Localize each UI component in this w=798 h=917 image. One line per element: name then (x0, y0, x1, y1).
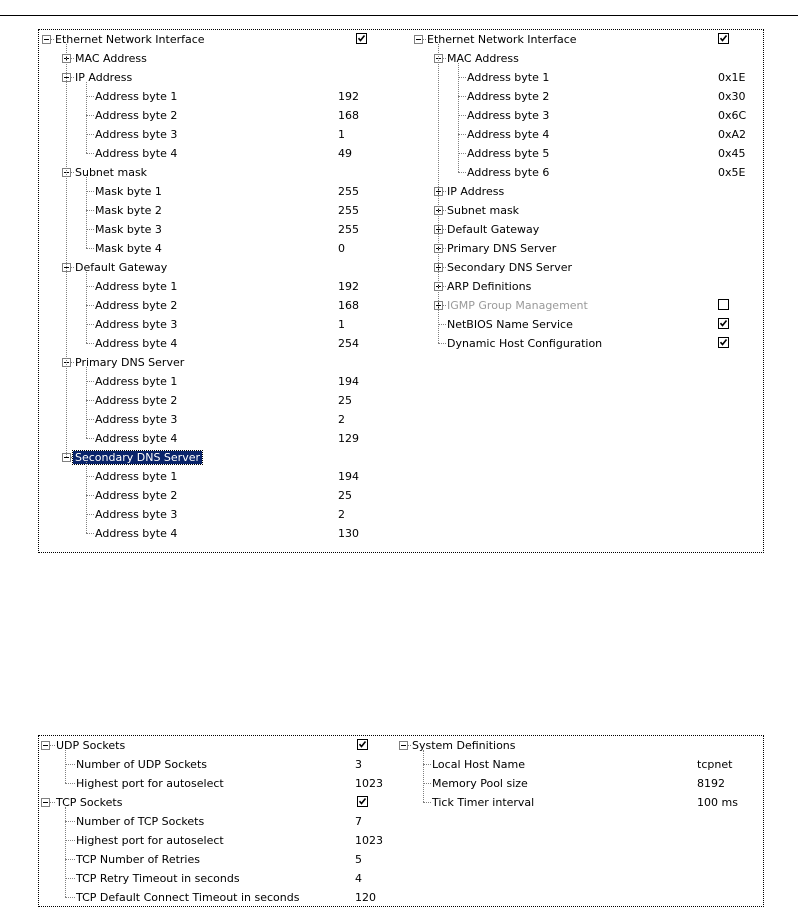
tree-row-igmp-group-management[interactable] (412, 296, 762, 315)
enable-checkbox[interactable] (718, 318, 729, 329)
tree-item-value[interactable]: 2 (338, 508, 345, 521)
tree-row-address-byte-1[interactable] (40, 87, 410, 106)
tree-item-value[interactable]: 254 (338, 337, 359, 350)
tree-row-address-byte-4[interactable] (40, 144, 410, 163)
tree-item-label: UDP Sockets (56, 739, 126, 752)
tree-connector (86, 115, 94, 116)
tree-item-label: Ethernet Network Interface (427, 33, 577, 46)
tree-item-label: Address byte 3 (95, 508, 178, 521)
tree-connector (443, 229, 446, 230)
tree-item-label: Number of UDP Sockets (76, 758, 207, 771)
ethernet-tree-left (40, 30, 410, 543)
tree-vertical-connector (65, 807, 66, 897)
tree-item-label: MAC Address (447, 52, 519, 65)
tree-item-value[interactable]: 168 (338, 109, 359, 122)
tree-item-label: Address byte 5 (467, 147, 550, 160)
tree-connector (443, 305, 446, 306)
tree-row-udp-sockets[interactable] (39, 736, 399, 755)
tree-connector (443, 286, 446, 287)
tree-item-label: IGMP Group Management (447, 299, 588, 312)
tree-row-address-byte-2[interactable] (412, 87, 762, 106)
tree-row-address-byte-2[interactable] (40, 296, 410, 315)
tree-item-label: Secondary DNS Server (447, 261, 573, 274)
tree-connector (86, 343, 94, 344)
tree-item-value[interactable]: 4 (355, 872, 362, 885)
tree-item-label: Address byte 4 (95, 432, 178, 445)
collapse-minus-icon[interactable] (41, 798, 50, 807)
tree-connector (443, 210, 446, 211)
tree-connector (86, 419, 94, 420)
tree-connector (86, 153, 94, 154)
enable-checkbox[interactable] (718, 337, 729, 348)
tree-item-label: Address byte 3 (467, 109, 550, 122)
tree-row-address-byte-3[interactable] (412, 106, 762, 125)
collapse-minus-icon[interactable] (41, 741, 50, 750)
tree-row-number-of-tcp-sockets[interactable] (39, 812, 399, 831)
tree-connector (458, 115, 466, 116)
tree-connector (65, 878, 75, 879)
tree-row-ip-address[interactable] (412, 182, 762, 201)
tree-row-tcp-retry-timeout-in-seconds[interactable] (39, 869, 399, 888)
tree-row-address-byte-1[interactable] (40, 277, 410, 296)
tree-row-address-byte-2[interactable] (40, 486, 410, 505)
collapse-minus-icon[interactable] (414, 35, 423, 44)
tree-item-label: Address byte 2 (95, 489, 178, 502)
tree-connector (423, 783, 431, 784)
tree-item-label: TCP Retry Timeout in seconds (76, 872, 240, 885)
tree-connector (86, 134, 94, 135)
tree-row-address-byte-2[interactable] (40, 106, 410, 125)
tree-connector (65, 840, 75, 841)
tree-item-value[interactable]: 0x45 (718, 147, 746, 160)
tree-item-value[interactable]: 194 (338, 375, 359, 388)
tree-connector (458, 77, 466, 78)
tree-connector (65, 783, 75, 784)
tree-item-label: Ethernet Network Interface (55, 33, 205, 46)
tree-connector (86, 438, 94, 439)
tree-item-value[interactable]: 192 (338, 90, 359, 103)
tree-item-label: Primary DNS Server (447, 242, 557, 255)
tree-vertical-connector (66, 44, 67, 457)
enable-checkbox[interactable] (356, 33, 367, 44)
tree-item-value[interactable]: 0xA2 (718, 128, 747, 141)
tree-connector (443, 191, 446, 192)
tree-item-label: NetBIOS Name Service (447, 318, 573, 331)
tree-item-value[interactable]: 194 (338, 470, 359, 483)
ethernet-config-panel (38, 29, 764, 553)
tree-row-mask-byte-2[interactable] (40, 201, 410, 220)
tree-connector (458, 153, 466, 154)
tree-row-mask-byte-3[interactable] (40, 220, 410, 239)
tree-item-value[interactable]: 2 (338, 413, 345, 426)
tree-item-value[interactable]: 0x5E (718, 166, 746, 179)
tree-item-label: Address byte 3 (95, 128, 178, 141)
tree-item-label: TCP Sockets (56, 796, 123, 809)
tree-connector (51, 39, 54, 40)
tree-item-label: Address byte 4 (95, 147, 178, 160)
tree-connector (86, 96, 94, 97)
system-definitions-tree (397, 736, 757, 812)
tree-item-label: Address byte 1 (95, 280, 178, 293)
tree-row-address-byte-4[interactable] (40, 524, 410, 543)
tree-row-subnet-mask[interactable] (412, 201, 762, 220)
tree-vertical-connector (458, 63, 459, 172)
tree-item-value[interactable]: 1023 (355, 834, 383, 847)
tree-connector (438, 324, 446, 325)
tree-vertical-connector (86, 462, 87, 533)
tree-connector (443, 58, 446, 59)
tree-connector (86, 495, 94, 496)
tree-item-label: Primary DNS Server (75, 356, 185, 369)
tree-item-label: Local Host Name (432, 758, 526, 771)
tree-item-value[interactable]: 255 (338, 223, 359, 236)
tree-item-value[interactable]: 1 (338, 318, 345, 331)
tree-item-value[interactable]: tcpnet (697, 758, 733, 771)
tree-item-label: Number of TCP Sockets (76, 815, 205, 828)
tree-item-label: Address byte 1 (467, 71, 550, 84)
tree-connector (86, 533, 94, 534)
tree-item-label: Secondary DNS Server (75, 451, 201, 464)
tree-item-label: Subnet mask (75, 166, 148, 179)
tree-row-default-gateway[interactable] (412, 220, 762, 239)
tree-connector (423, 39, 426, 40)
tree-item-value[interactable]: 168 (338, 299, 359, 312)
tree-item-label: Address byte 6 (467, 166, 550, 179)
tree-row-tick-timer-interval[interactable] (397, 793, 757, 812)
tree-row-address-byte-4[interactable] (40, 334, 410, 353)
tree-item-label: Address byte 4 (95, 527, 178, 540)
tree-connector (86, 381, 94, 382)
tree-vertical-connector (86, 272, 87, 343)
tree-item-label: Address byte 3 (95, 318, 178, 331)
tree-row-address-byte-2[interactable] (40, 391, 410, 410)
tree-row-number-of-udp-sockets[interactable] (39, 755, 399, 774)
tree-connector (86, 248, 94, 249)
tree-item-value[interactable]: 7 (355, 815, 362, 828)
tree-item-label: Address byte 1 (95, 375, 178, 388)
tree-row-memory-pool-size[interactable] (397, 774, 757, 793)
tree-connector (86, 286, 94, 287)
tree-item-label: Mask byte 2 (95, 204, 162, 217)
tree-item-label: Default Gateway (75, 261, 168, 274)
tree-connector (65, 897, 75, 898)
tree-item-value[interactable]: 129 (338, 432, 359, 445)
enable-checkbox[interactable] (357, 739, 368, 750)
tree-item-label: Address byte 4 (95, 337, 178, 350)
tree-item-value[interactable]: 49 (338, 147, 352, 160)
tree-vertical-connector (65, 750, 66, 783)
tree-item-value[interactable]: 1 (338, 128, 345, 141)
tree-vertical-connector (438, 44, 439, 343)
tree-connector (86, 400, 94, 401)
tree-item-label: Memory Pool size (432, 777, 528, 790)
tree-row-highest-port-for-autoselect[interactable] (39, 774, 399, 793)
tree-connector (86, 191, 94, 192)
tree-row-address-byte-1[interactable] (40, 372, 410, 391)
tree-item-label: Address byte 4 (467, 128, 550, 141)
tree-connector (65, 821, 75, 822)
tree-item-value[interactable]: 255 (338, 185, 359, 198)
tree-row-address-byte-3[interactable] (40, 125, 410, 144)
tree-connector (458, 172, 466, 173)
tree-item-value[interactable]: 0x30 (718, 90, 746, 103)
tree-row-mask-byte-1[interactable] (40, 182, 410, 201)
tree-connector (65, 859, 75, 860)
tree-item-label: Default Gateway (447, 223, 540, 236)
tree-row-ethernet-network-interface[interactable] (40, 30, 410, 49)
tree-vertical-connector (86, 177, 87, 248)
tree-item-label: ARP Definitions (447, 280, 532, 293)
tree-connector (458, 134, 466, 135)
tree-row-subnet-mask[interactable] (40, 163, 410, 182)
tree-row-secondary-dns-server[interactable] (40, 448, 410, 467)
tree-item-value[interactable]: 3 (355, 758, 362, 771)
tree-connector (86, 476, 94, 477)
tree-row-address-byte-3[interactable] (40, 315, 410, 334)
tree-item-value[interactable]: 5 (355, 853, 362, 866)
tree-row-address-byte-5[interactable] (412, 144, 762, 163)
enable-checkbox[interactable] (718, 299, 729, 310)
tree-connector (71, 362, 74, 363)
tree-item-label: Address byte 2 (95, 299, 178, 312)
tree-row-system-definitions[interactable] (397, 736, 757, 755)
tree-row-highest-port-for-autoselect[interactable] (39, 831, 399, 850)
tree-connector (86, 324, 94, 325)
enable-checkbox[interactable] (718, 33, 729, 44)
tree-item-label: Address byte 2 (467, 90, 550, 103)
top-rule (0, 15, 798, 16)
tree-item-label: Mask byte 3 (95, 223, 162, 236)
tree-row-arp-definitions[interactable] (412, 277, 762, 296)
tree-connector (86, 305, 94, 306)
tree-item-label: Address byte 1 (95, 90, 178, 103)
tree-connector (458, 96, 466, 97)
tree-item-value[interactable]: 192 (338, 280, 359, 293)
tree-row-address-byte-6[interactable] (412, 163, 762, 182)
tree-connector (50, 802, 55, 803)
tree-connector (71, 267, 74, 268)
tree-row-primary-dns-server[interactable] (40, 353, 410, 372)
tree-item-label: Highest port for autoselect (76, 777, 224, 790)
tree-item-label: IP Address (75, 71, 133, 84)
tree-item-label: TCP Default Connect Timeout in seconds (76, 891, 300, 904)
tree-item-label: Tick Timer interval (432, 796, 535, 809)
tree-connector (443, 267, 446, 268)
tree-connector (86, 210, 94, 211)
tree-item-value[interactable]: 25 (338, 394, 352, 407)
tree-item-label: Mask byte 1 (95, 185, 162, 198)
tree-item-label: Address byte 2 (95, 394, 178, 407)
tree-item-value[interactable]: 130 (338, 527, 359, 540)
tree-item-label: Address byte 3 (95, 413, 178, 426)
tree-row-netbios-name-service[interactable] (412, 315, 762, 334)
tree-connector (443, 248, 446, 249)
tree-item-label: Highest port for autoselect (76, 834, 224, 847)
tree-item-value[interactable]: 1023 (355, 777, 383, 790)
tree-connector (71, 77, 74, 78)
tree-item-value[interactable]: 0x1E (718, 71, 746, 84)
tree-connector (71, 58, 74, 59)
tree-vertical-connector (423, 750, 424, 802)
tree-item-label: Address byte 2 (95, 109, 178, 122)
tree-item-label: Mask byte 4 (95, 242, 162, 255)
tree-vertical-connector (86, 82, 87, 153)
tree-vertical-connector (86, 367, 87, 438)
tree-connector (86, 229, 94, 230)
tree-row-ip-address[interactable] (40, 68, 410, 87)
collapse-minus-icon[interactable] (399, 741, 408, 750)
tree-row-tcp-sockets[interactable] (39, 793, 399, 812)
tree-row-local-host-name[interactable] (397, 755, 757, 774)
tree-row-address-byte-4[interactable] (412, 125, 762, 144)
tree-item-value[interactable]: 120 (355, 891, 376, 904)
tree-item-label: MAC Address (75, 52, 147, 65)
tree-row-ethernet-network-interface[interactable] (412, 30, 762, 49)
tree-item-value[interactable]: 0 (338, 242, 345, 255)
ethernet-tree-right (412, 30, 762, 353)
sockets-tree-left (39, 736, 399, 907)
tree-item-label: System Definitions (412, 739, 516, 752)
tree-item-label: IP Address (447, 185, 505, 198)
tree-item-value[interactable]: 0x6C (718, 109, 747, 122)
tree-item-label: TCP Number of Retries (76, 853, 200, 866)
tree-item-label: Subnet mask (447, 204, 520, 217)
tree-item-value[interactable]: 25 (338, 489, 352, 502)
tree-row-address-byte-3[interactable] (40, 410, 410, 429)
tree-row-mac-address[interactable] (40, 49, 410, 68)
tree-item-value[interactable]: 100 ms (697, 796, 738, 809)
tree-connector (65, 764, 75, 765)
tree-item-value[interactable]: 8192 (697, 777, 725, 790)
tree-item-label: Dynamic Host Configuration (447, 337, 603, 350)
tree-connector (86, 514, 94, 515)
tree-row-primary-dns-server[interactable] (412, 239, 762, 258)
tree-connector (408, 745, 411, 746)
tree-connector (423, 802, 431, 803)
tree-row-dynamic-host-configuration[interactable] (412, 334, 762, 353)
tree-row-mask-byte-4[interactable] (40, 239, 410, 258)
tree-connector (423, 764, 431, 765)
tree-item-value[interactable]: 255 (338, 204, 359, 217)
tree-row-tcp-default-connect-timeout-in-seconds[interactable] (39, 888, 399, 907)
tree-row-tcp-number-of-retries[interactable] (39, 850, 399, 869)
tree-item-label: Address byte 1 (95, 470, 178, 483)
tree-connector (71, 172, 74, 173)
tree-row-address-byte-1[interactable] (412, 68, 762, 87)
sockets-config-panel (38, 735, 764, 907)
tree-row-address-byte-4[interactable] (40, 429, 410, 448)
enable-checkbox[interactable] (357, 796, 368, 807)
tree-connector (50, 745, 55, 746)
tree-row-default-gateway[interactable] (40, 258, 410, 277)
tree-row-mac-address[interactable] (412, 49, 762, 68)
collapse-minus-icon[interactable] (42, 35, 51, 44)
tree-row-address-byte-1[interactable] (40, 467, 410, 486)
tree-connector (438, 343, 446, 344)
tree-row-secondary-dns-server[interactable] (412, 258, 762, 277)
tree-row-address-byte-3[interactable] (40, 505, 410, 524)
